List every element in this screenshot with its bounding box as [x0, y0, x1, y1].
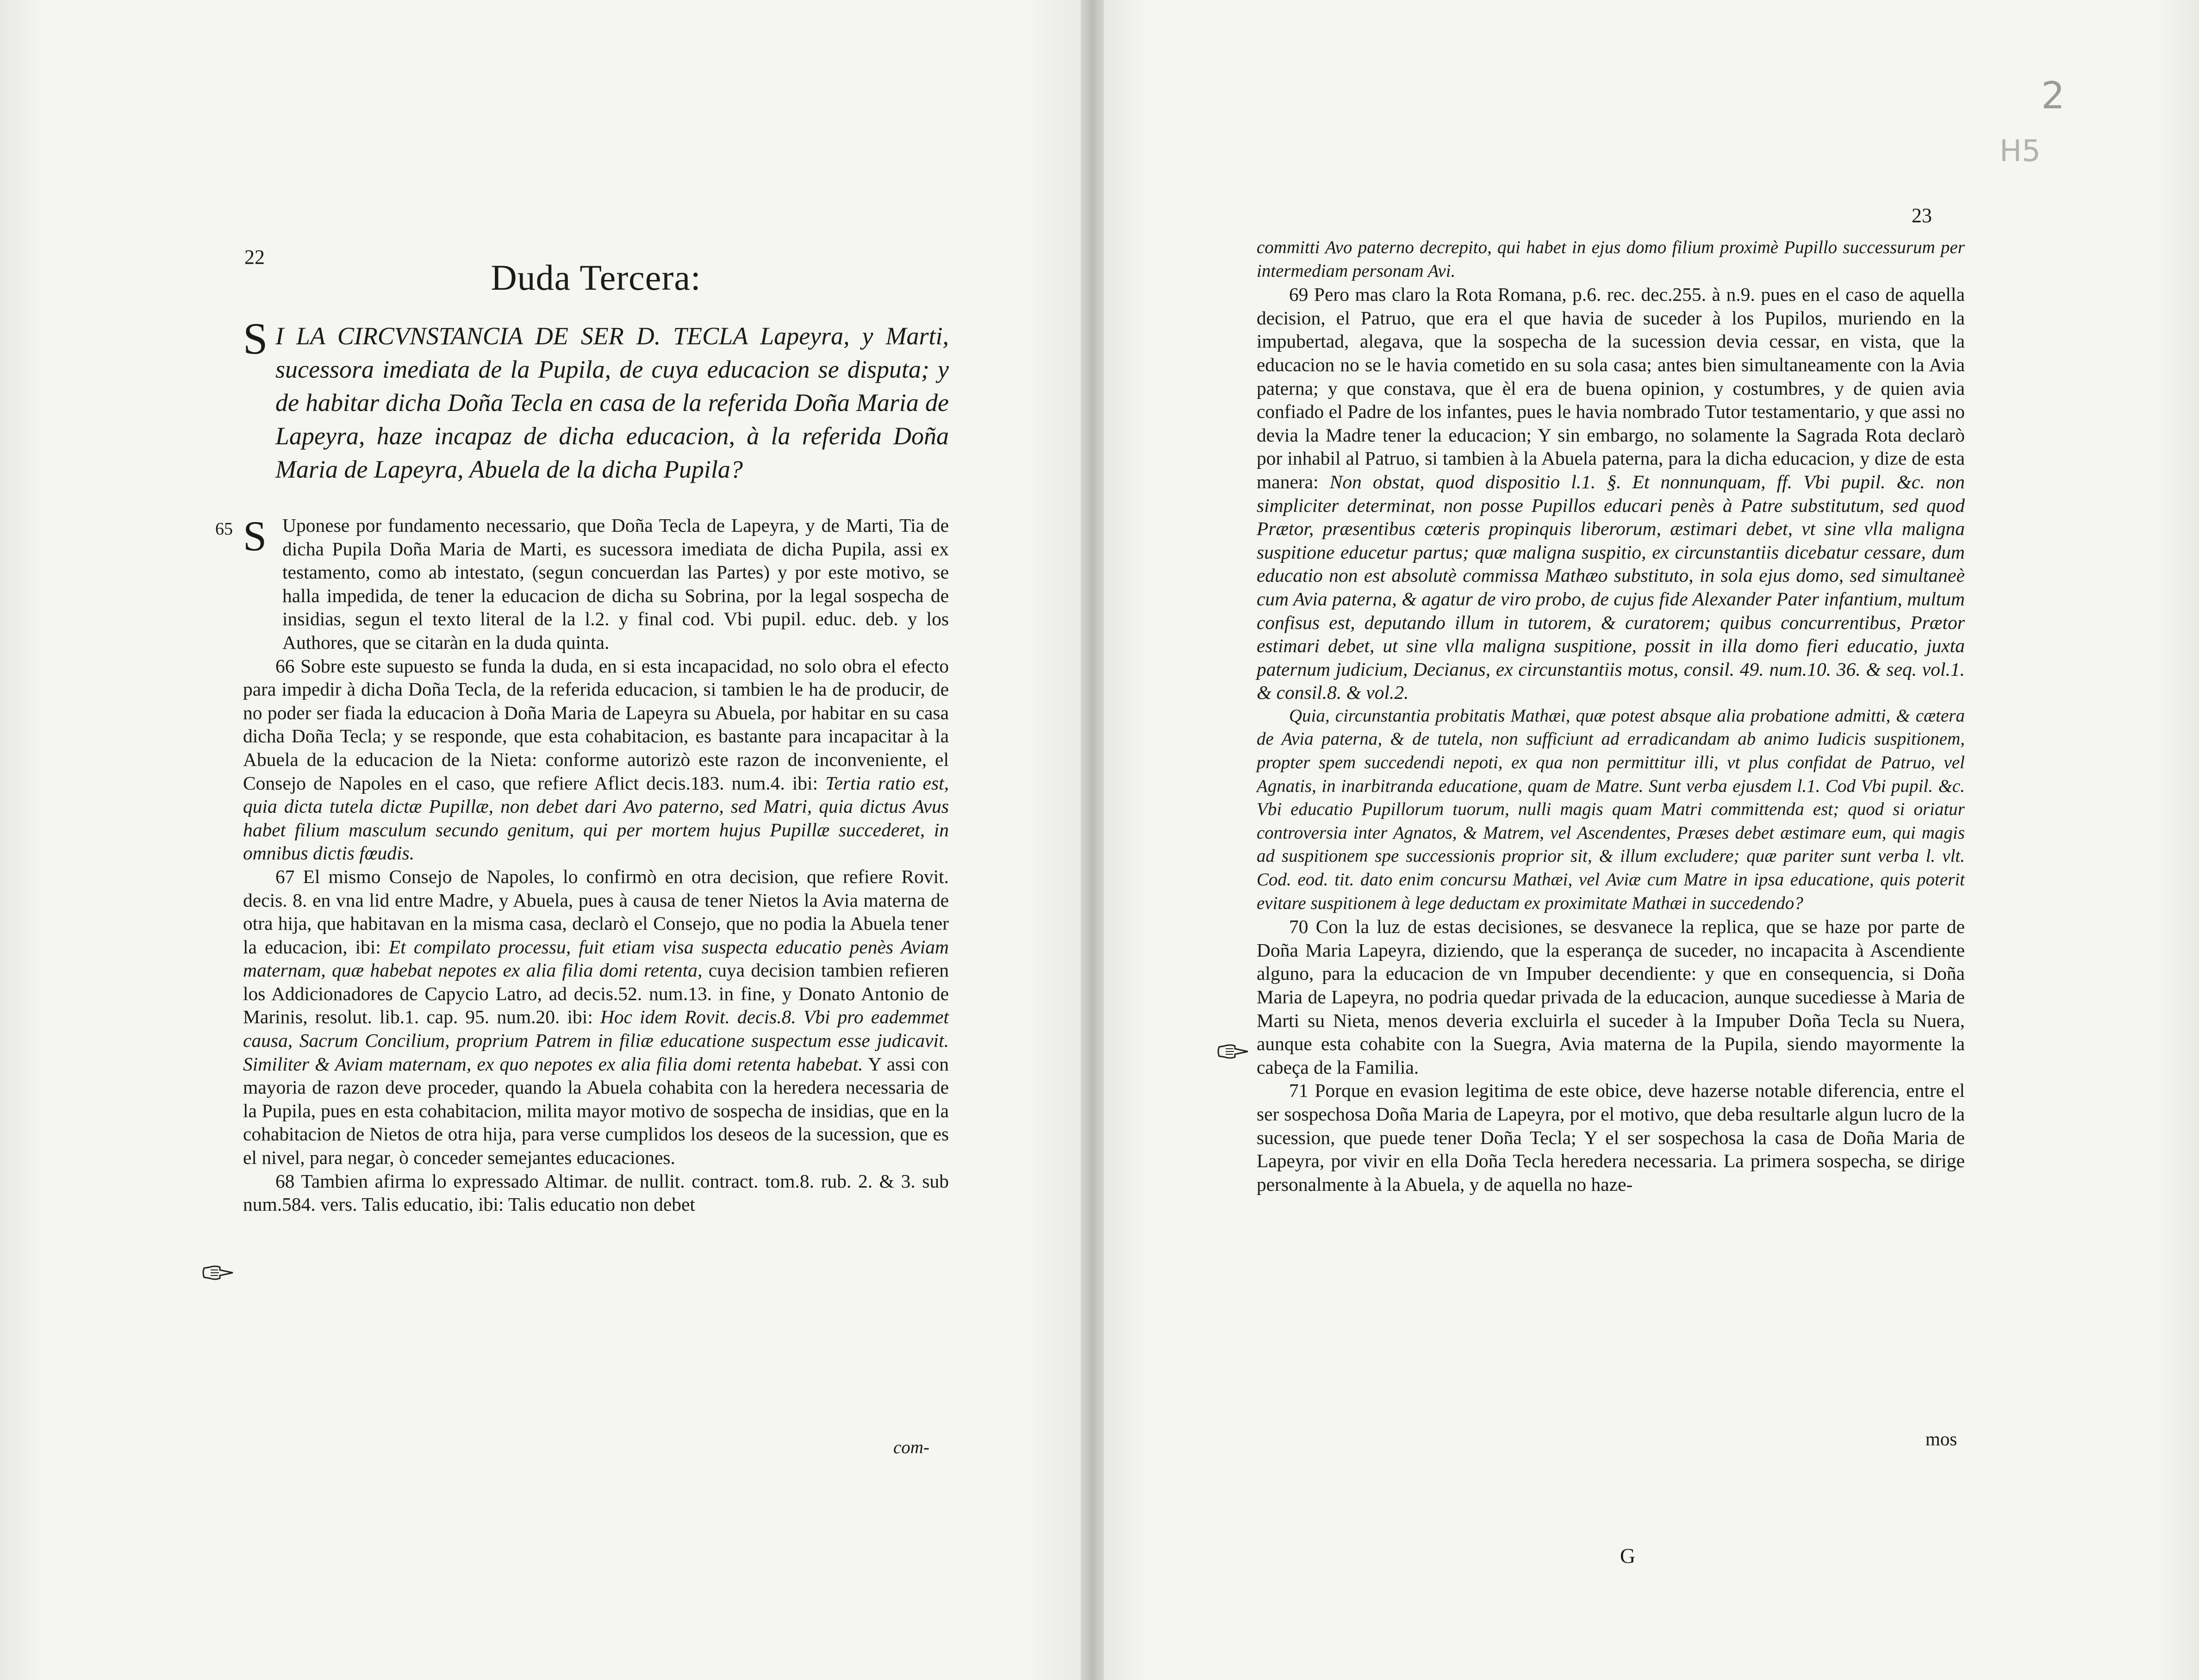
catchword-left: com-	[893, 1437, 929, 1457]
paragraph-text: Y assi con mayoria de razon deve proceder, quando la Abuela cohabita con la heredera necessaria de la Pupila, pues en esta cohabitacion, milita mayor motivo de sospecha de insidias, que en la cohabitacion de Nietos de otra hija, para verse cumplidos los deseos de la sucession, que es el nivel, para negar, ò conceder semejantes educaciones.	[243, 1053, 949, 1169]
latin-quote: Non obstat, quod dispositio l.1. §. Et nonnunquam, ff. Vbi pupil. &c. non simpliciter determinat, non posse Pupillos educari penès à Patre substitutum, sed quod Prætor, præsentibus cœteris propinquis liberorum, æstimari debet, vt sine vlla maligna suspitione educetur partus; quæ maligna suspitio, ex circunstantiis dicebatur cessare, dum educatio non est absolutè commissa Mathæo substituto, in sola ejus domo, sed simultaneè cum Avia paterna, & agatur de viro probo, de cujus fide Alexander Pater infantium, multum confisus est, deputando illum in tutorem, & curatorem; quibus concurrentibus, Prætor estimari debet, ut sine vlla maligna suspitione, possit in illa domo fieri educatio, juxta paternum judicium, Decianus, ex circunstantiis motus, consil. 49. num.10. 36. & seq. vol.1. & consil.8. & vol.2.	[1257, 471, 1965, 703]
paragraph-text: Porque en evasion legitima de este obice, deve hazerse notable diferencia, entre el ser sospechosa Doña Maria de Lapeyra, por el motivo, que deba resultarle algun lucro de la sucession, que puede tener Doña Tecla; Y el ser sospechosa la casa de Doña Maria de Lapeyra, por vivir en ella Doña Tecla heredera necessaria. La primera sospecha, se dirige personalmente à la Abuela, y de aquella no haze-	[1257, 1080, 1965, 1195]
paragraph-70	[1257, 915, 1965, 1079]
paragraph-number: 69	[1289, 284, 1308, 305]
paragraph-text: Pero mas claro la Rota Romana, p.6. rec. dec.255. à n.9. pues en el caso de aquella decision, el Patruo, que era el que havia de suceder à los Pupilos, muriendo en la impubertad, alegava, que la sospecha de la sucession devia cessar, en vista, que la educacion no se le havia cometido en su sola casa; antes bien simultaneamente con la Avia paterna; y que constava, que èl era de buena opinion, y costumbres, y de quien avia confiado el Padre de los infantes, pues le havia nombrado Tutor testamentario, y que assi no devia la Madre tener la educacion; Y sin embargo, no solamente la Sagrada Rota declarò por inhabil al Patruo, si tambien à la Abuela paterna, para la dicha educacion, y dize de esta manera:	[1257, 284, 1965, 492]
question-heading	[243, 314, 949, 486]
paragraph-66	[243, 654, 949, 865]
paragraph-text: Uponese por fundamento necessario, que Doña Tecla de Lapeyra, y de Marti, Tia de dicha Pupila Doña Maria de Marti, es sucessora imediata de dicha Pupila, assi ex testamento, como ab intestato, (segun concuerdan las Partes) y por este motivo, se halla impedida, de tener la educacion de dicha su Sobrina, por la legal sospecha de insidias, segun el texto literal de la l.2. y final cod. Vbi pupil. educ. deb. y los Authores, que se citaràn en la duda quinta.	[282, 515, 949, 653]
paragraph-number: 66	[275, 655, 295, 677]
pointing-hand-icon	[201, 1263, 234, 1282]
paragraph-68	[243, 1170, 949, 1216]
book-gutter	[1081, 0, 1104, 1680]
page-number-right: 23	[1912, 204, 1932, 227]
paragraph-number: 71	[1289, 1080, 1308, 1101]
question-text: I LA CIRCVNSTANCIA DE SER D. TECLA Lapeyra, y Marti, sucessora imediata de la Pupila, de cuya educacion se disputa; y de habitar dicha Doña Tecla en casa de la referida Doña Maria de Lapeyra, haze incapaz de dicha educacion, à la referida Doña Maria de Lapeyra, Abuela de la dicha Pupila?	[275, 322, 949, 483]
paragraph-number: 67	[275, 865, 295, 887]
paragraph-text: Tambien afirma lo expressado Altimar. de nullit. contract. tom.8. rub. 2. & 3. sub num.584. vers. Talis educatio, ibi: Talis educatio non debet	[243, 1170, 949, 1215]
paragraph-text: cuya decision tambien refieren los Addicionadores de Capycio Latro, ad decis.52. num.13. in fine, y Donato Antonio de Marinis, resolut. lib.1. cap. 95. num.20. ibi:	[243, 959, 949, 1028]
paragraph-67	[243, 865, 949, 1170]
paragraph-number: 68	[275, 1170, 295, 1192]
pencil-annotation: H5	[2000, 134, 2041, 168]
paragraph-text: Con la luz de estas decisiones, se desvanece la replica, que se haze por parte de Doña Maria Lapeyra, diziendo, que la esperança de suceder, no incapacita à Ascendiente alguno, para la educacion de vn Impuber decendiente: y que en consequencia, si Doña Maria de Lapeyra, no podria quedar privada de la educacion, aunque sucediesse à Maria de Marti su Nieta, menos deveria excluirla el suceder à la Impuber Doña Tecla su Nuera, aunque esta cohabite con la Suegra, Avia materna de la Pupila, siendo mayormente la cabeça de la Familia.	[1257, 916, 1965, 1078]
paragraph-number: 65	[215, 519, 233, 539]
drop-cap: S	[243, 512, 267, 560]
right-page-text	[1257, 236, 1965, 1196]
pointing-hand-icon	[1216, 1042, 1249, 1061]
latin-quote: Et compilato processu, fuit etiam visa suspecta educatio penès Aviam maternam, quæ habebat nepotes ex alia filia domi retenta,	[243, 936, 949, 981]
catchword-right: mos	[1925, 1428, 1957, 1450]
continued-quote: committi Avo paterno decrepito, qui habet in ejus domo filium proximè Pupillo successurum per intermediam personam Avi.	[1257, 237, 1965, 281]
paragraph-65	[215, 512, 949, 654]
paragraph-text: Sobre este supuesto se funda la duda, en si esta incapacidad, no solo obra el efecto para impedir à dicha Doña Tecla, de la referida educacion, si tambien le ha de producir, de no poder ser fiada la educacion à Doña Maria de Lapeyra su Abuela, por habitar en su casa dicha Doña Tecla; y se responde, que esta cohabitacion, es bastante para incapacitar à la Abuela de la educacion de la Nieta: conforme autorizò este razon de inconveniente, el Consejo de Napoles en el caso, que refiere Aflict decis.183. num.4. ibi:	[243, 655, 949, 794]
signature-mark: G	[1620, 1544, 1636, 1568]
latin-quote-block: Quia, circunstantia probitatis Mathæi, quæ potest absque alia probatione admitti, & cætera de Avia paterna, & de tutela, non sufficiunt ad erradicandam ab animo Iudicis suspitionem, propter spem succedendi nepoti, ex qua non permittitur illi, vt plus confidat de Patruo, vel Agnatis, in inarbitranda educatione, quam de Matre. Sunt verba ejusdem l.1. Cod Vbi pupil. &c. Vbi educatio Pupillorum tuorum, nulli magis quam Matri committenda est; quod si oriatur controversia inter Agnatos, & Matrem, vel Ascendentes, Præses debet æstimare eum, qui magis ad suspitionem spe successionis proprior sit, & illum excludere; quæ pariter sunt verba l. vlt. Cod. eod. tit. dato enim concursu Mathæi, vel Aviæ cum Matre in ipsa educatione, quis poterit evitare suspitionem à lege deductam ex proximitate Mathæi in succedendo?	[1257, 705, 1965, 913]
paragraph-69	[1257, 283, 1965, 704]
latin-quote: Hoc idem Rovit. decis.8. Vbi pro eademmet causa, Sacrum Concilium, proprium Patrem in filiæ educatione suspectum esse judicavit. Similiter & Aviam maternam, ex quo nepotes ex alia filia domi retenta habebat.	[243, 1006, 949, 1075]
page-title: Duda Tercera:	[491, 257, 701, 298]
paragraph-text: El mismo Consejo de Napoles, lo confirmò en otra decision, que refiere Rovit. decis. 8. en vna lid entre Madre, y Abuela, pues à causa de tener Nietos la Avia materna de otra hija, que habitavan en la misma casa, declarò el Consejo, que no podia la Abuela tener la educacion, ibi:	[243, 865, 949, 958]
paragraph-71	[1257, 1079, 1965, 1196]
pencil-annotation: 2	[2041, 74, 2065, 117]
paragraph-number: 70	[1289, 916, 1308, 938]
page-number-left: 22	[244, 246, 265, 268]
left-page-text	[215, 257, 949, 1216]
latin-quote: Tertia ratio est, quia dicta tutela dictæ Pupillæ, non debet dari Avo paterno, sed Matri, quia dictus Avus habet filium masculum secundo genitum, qui per mortem hujus Pupillæ succederet, in omnibus dictis fœudis.	[243, 772, 949, 864]
drop-cap: S	[243, 314, 268, 363]
